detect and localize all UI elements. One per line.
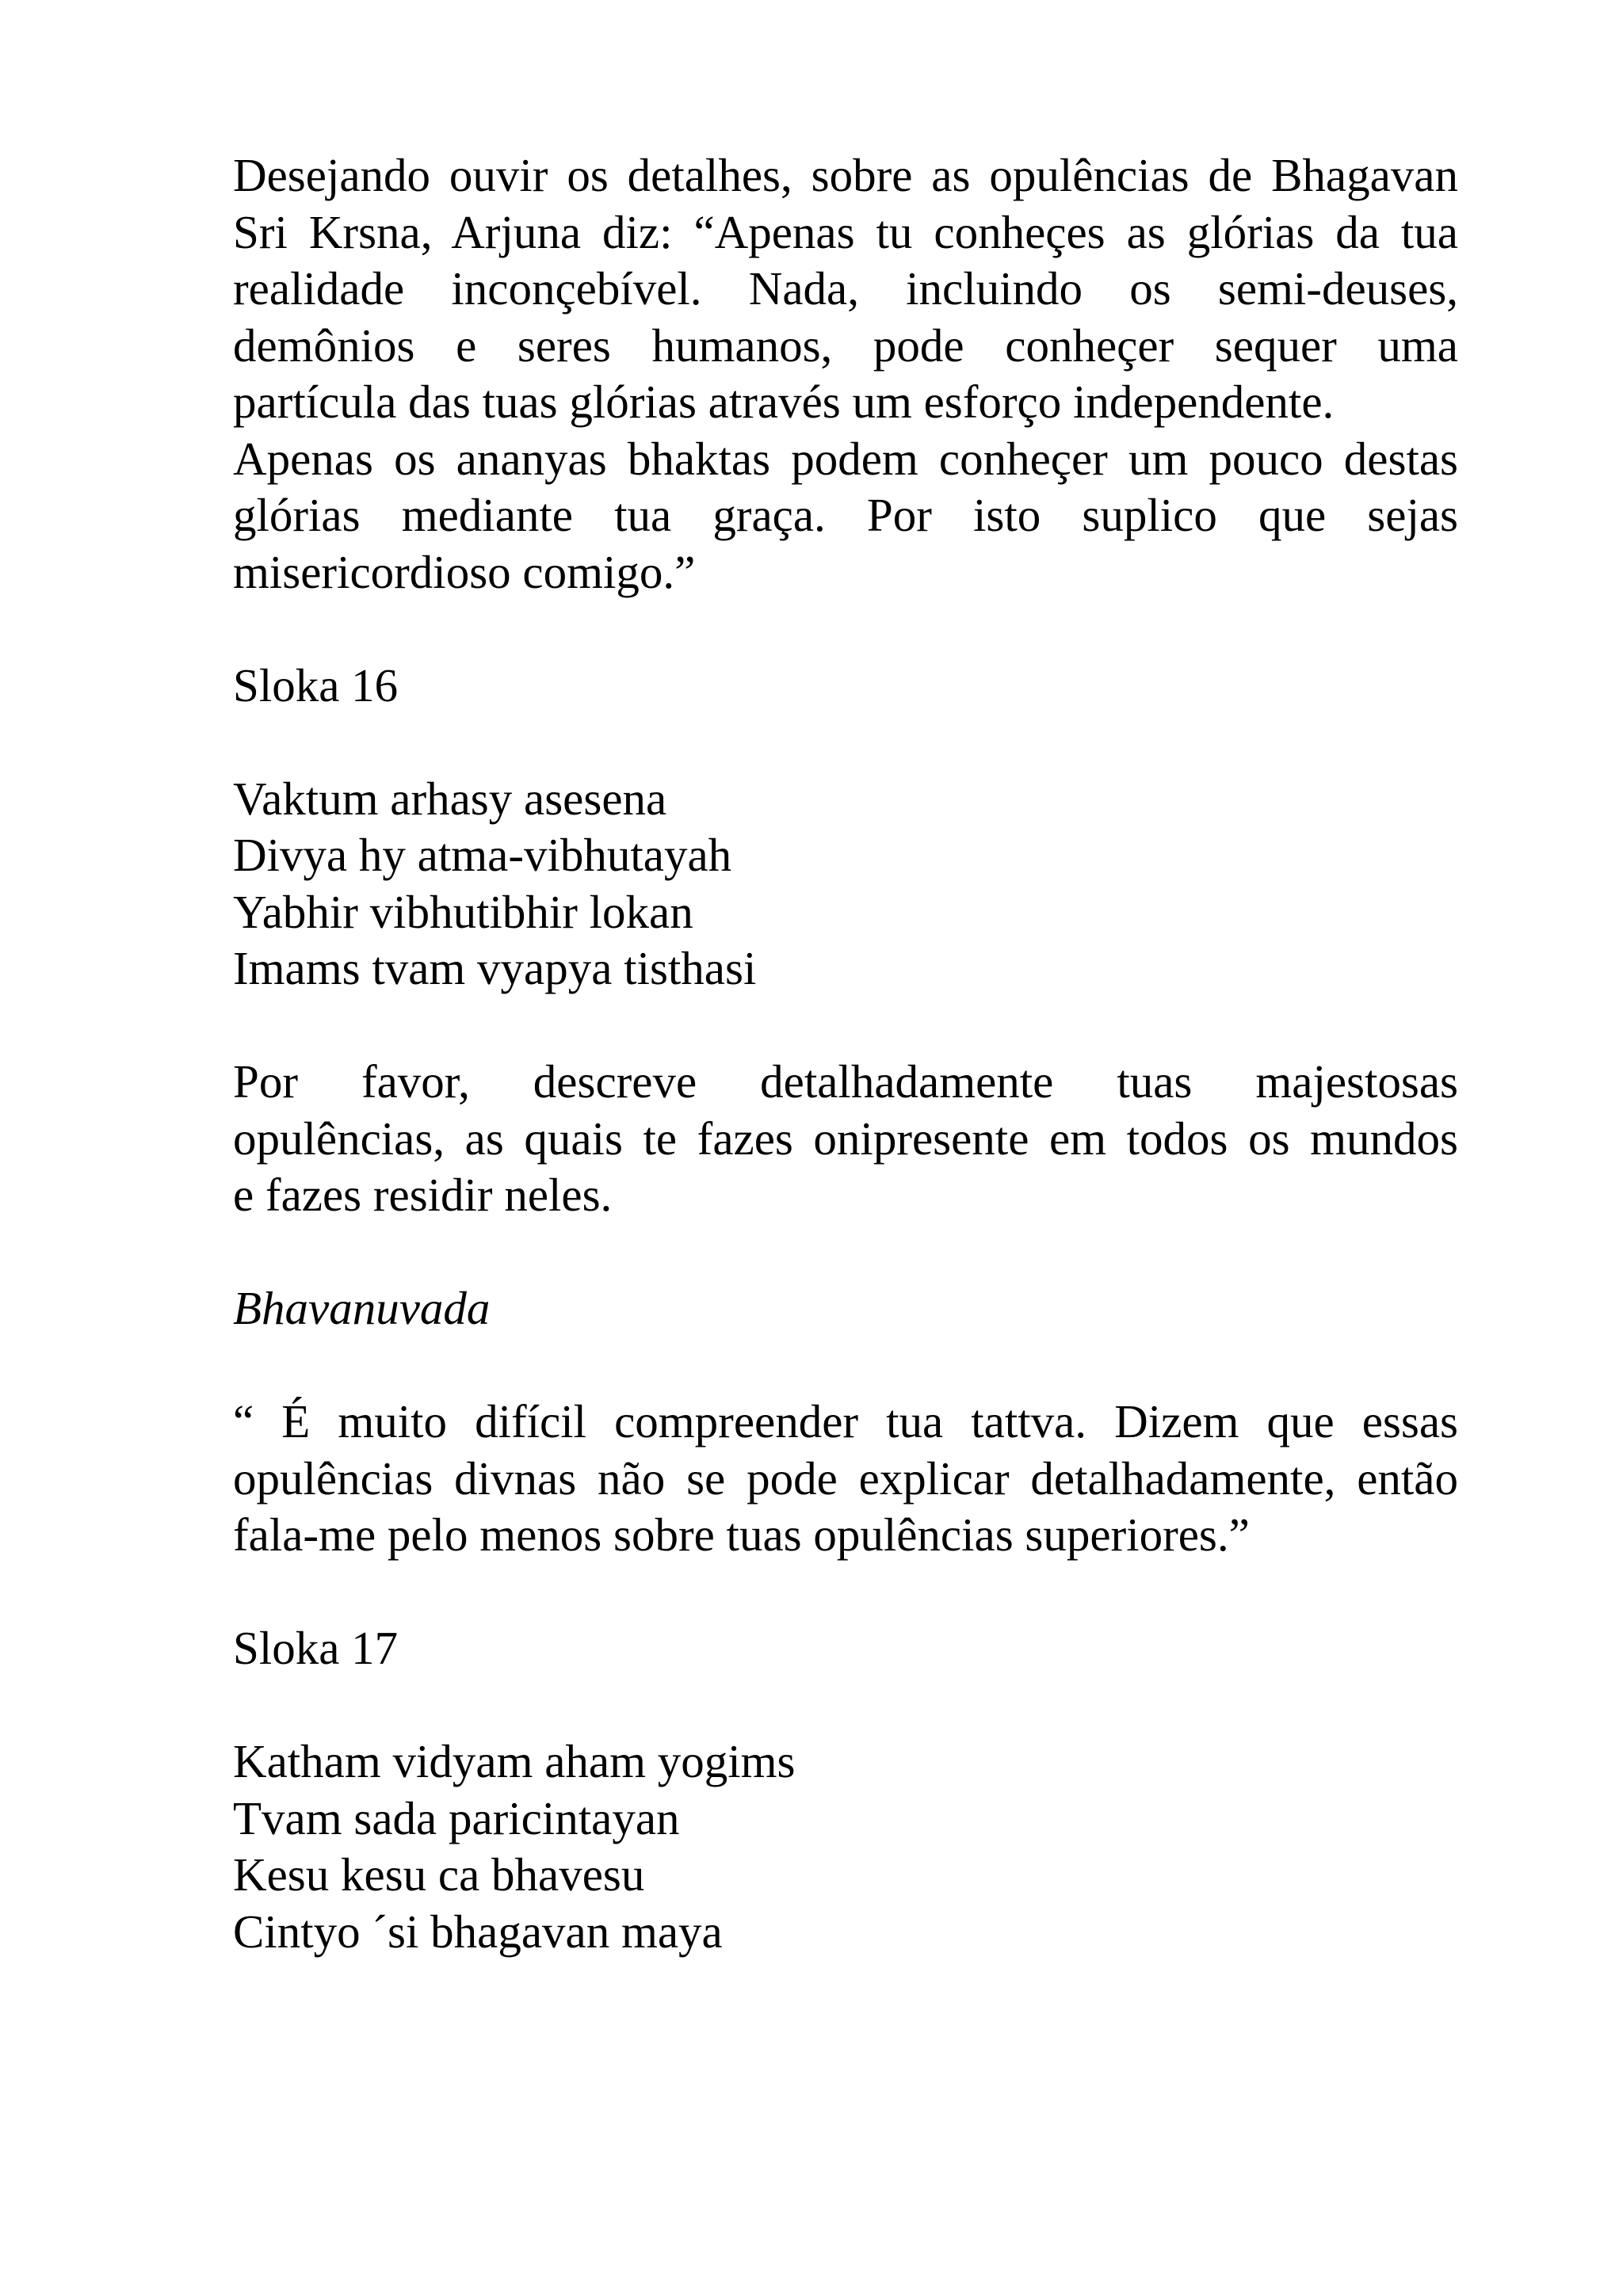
intro-line: Sri Krsna, Arjuna diz: “Apenas tu conheçes as glórias da tua [233,205,1458,258]
commentary-line: “ É muito difícil compreender tua tattva. Dizem que essas [233,1395,1458,1447]
sloka-17-heading: Sloka 17 [233,1622,399,1674]
commentary-line: fala-me pelo menos sobre tuas opulências superiores.” [233,1508,1250,1561]
spacer [233,601,1458,658]
bhavanuvada-paragraph [233,1394,1458,1564]
sloka-16-translation [233,1054,1458,1224]
intro-line: demônios e seres humanos, pode conheçer sequer uma [233,318,1458,372]
spacer [233,714,1458,771]
verse-line: Tvam sada paricintayan [233,1791,680,1844]
verse-line: Cintyo ´si bhagavan maya [233,1905,723,1958]
verse-line: Kesu kesu ca bhavesu [233,1848,645,1901]
page-content [233,147,1458,1960]
bhavanuvada-heading: Bhavanuvada [233,1282,491,1334]
verse-line: Katham vidyam aham yogims [233,1735,796,1787]
sloka-17-verse [233,1733,1458,1960]
commentary-line: opulências divnas não se pode explicar detalhadamente, então [233,1451,1458,1505]
verse-line: Divya hy atma-vibhutayah [233,829,732,881]
translation-line: opulências, as quais te fazes onipresente em todos os mundos [233,1112,1458,1165]
spacer [233,1677,1458,1734]
sloka-16-verse [233,771,1458,997]
translation-line: e fazes residir neles. [233,1169,613,1221]
intro-line: partícula das tuas glórias através um esforço independente. [233,376,1335,428]
intro-line: glórias mediante tua graça. Por isto suplico que sejas [233,489,1458,541]
verse-line: Imams tvam vyapya tisthasi [233,942,757,994]
spacer [233,1224,1458,1281]
intro-paragraph [233,147,1458,601]
intro-line: Apenas os ananyas bhaktas podem conheçer um pouco destas [233,432,1458,485]
verse-line: Vaktum arhasy asesena [233,772,667,825]
translation-line: Por favor, descreve detalhadamente tuas majestosas [233,1055,1458,1108]
spacer [233,1337,1458,1394]
verse-line: Yabhir vibhutibhir lokan [233,885,693,938]
intro-line: realidade inconçebível. Nada, incluindo os semi-deuses, [233,262,1458,315]
intro-line: Desejando ouvir os detalhes, sobre as opulências de Bhagavan [233,149,1458,201]
spacer [233,1564,1458,1621]
spacer [233,997,1458,1055]
intro-line: misericordioso comigo.” [233,545,696,598]
sloka-16-heading: Sloka 16 [233,658,399,711]
